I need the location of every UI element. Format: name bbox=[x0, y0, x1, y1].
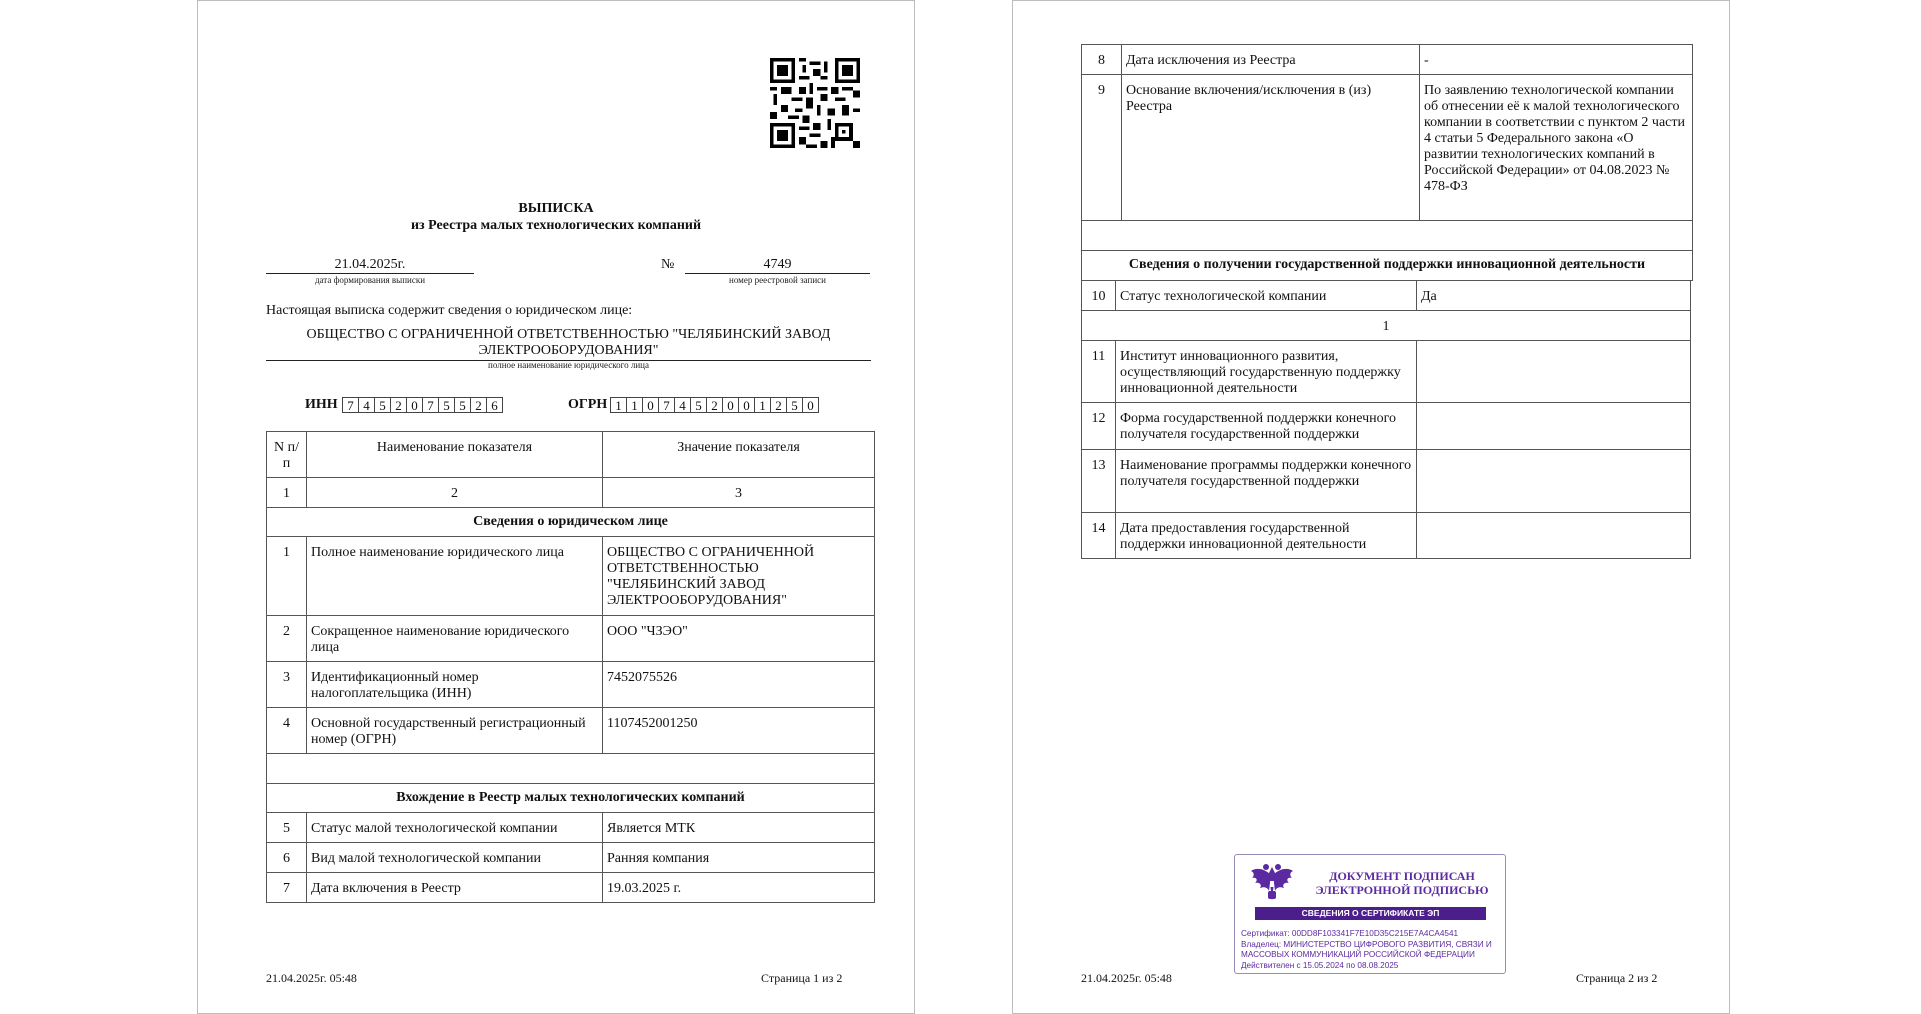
page-number: Страница 1 из 2 bbox=[761, 971, 843, 985]
row-indicator: Основание включения/исключения в (из) Реестра bbox=[1122, 75, 1420, 221]
row-indicator: Идентификационный номер налогоплательщика (ИНН) bbox=[307, 662, 603, 708]
row-value: 7452075526 bbox=[603, 662, 875, 708]
ogrn-digit: 0 bbox=[642, 397, 659, 413]
document-title: ВЫПИСКА bbox=[518, 201, 594, 216]
row-indicator: Полное наименование юридического лица bbox=[307, 537, 603, 616]
page-number: Страница 2 из 2 bbox=[1576, 971, 1658, 985]
registry-table-page-1 bbox=[266, 431, 875, 903]
row-number: 10 bbox=[1082, 281, 1116, 311]
registry-table-page-2-bottom bbox=[1081, 280, 1691, 559]
row-number: 11 bbox=[1082, 341, 1116, 403]
table-row bbox=[267, 813, 875, 843]
stamp-owner: Владелец: МИНИСТЕРСТВО ЦИФРОВОГО РАЗВИТИЯ, СВЯЗИ И МАССОВЫХ КОММУНИКАЦИЙ РОССИЙСКОЙ ФЕДЕРАЦИИ bbox=[1241, 939, 1492, 959]
row-value: 19.03.2025 г. bbox=[603, 873, 875, 903]
ogrn-digit: 5 bbox=[786, 397, 803, 413]
section-heading: Вхождение в Реестр малых технологических компаний bbox=[267, 784, 875, 813]
record-number-caption: номер реестровой записи bbox=[729, 275, 826, 285]
document-subtitle: из Реестра малых технологических компаний bbox=[410, 218, 702, 233]
row-value: 1107452001250 bbox=[603, 708, 875, 754]
footer-timestamp: 21.04.2025г. 05:48 bbox=[1081, 971, 1172, 985]
table-row bbox=[1082, 403, 1691, 450]
inn-digit: 2 bbox=[470, 397, 487, 413]
stamp-validity: Действителен с 15.05.2024 по 08.08.2025 bbox=[1241, 960, 1399, 970]
table-row bbox=[267, 616, 875, 662]
stamp-title: ДОКУМЕНТ ПОДПИСАН ЭЛЕКТРОННОЙ ПОДПИСЬЮ bbox=[1315, 869, 1489, 897]
stamp-details bbox=[1241, 929, 1503, 971]
inn-digit-boxes bbox=[343, 397, 503, 413]
row-value: Ранняя компания bbox=[603, 843, 875, 873]
table-row bbox=[1082, 45, 1693, 75]
table-row bbox=[1082, 75, 1693, 221]
row-value bbox=[1417, 341, 1691, 403]
section-heading: Сведения о получении государственной поддержки инновационной деятельности bbox=[1082, 251, 1693, 281]
row-number: 4 bbox=[267, 708, 307, 754]
number-sign: № bbox=[661, 257, 675, 272]
inn-digit: 6 bbox=[486, 397, 503, 413]
row-indicator: Основной государственный регистрационный номер (ОГРН) bbox=[307, 708, 603, 754]
inn-digit: 5 bbox=[438, 397, 455, 413]
document-page-1 bbox=[197, 0, 915, 1014]
inn-digit: 5 bbox=[374, 397, 391, 413]
ogrn-digit: 4 bbox=[674, 397, 691, 413]
row-number: 1 bbox=[267, 537, 307, 616]
eagle-emblem-icon bbox=[1249, 861, 1295, 903]
qr-code bbox=[765, 58, 865, 148]
electronic-signature-stamp bbox=[1234, 854, 1506, 974]
inn-digit: 0 bbox=[406, 397, 423, 413]
row-number: 8 bbox=[1082, 45, 1122, 75]
row-value bbox=[1417, 403, 1691, 450]
inn-digit: 2 bbox=[390, 397, 407, 413]
table-row bbox=[267, 537, 875, 616]
ogrn-digit: 1 bbox=[626, 397, 643, 413]
row-value: Да bbox=[1417, 281, 1691, 311]
inn-digit: 4 bbox=[358, 397, 375, 413]
table-row bbox=[267, 843, 875, 873]
empty-row bbox=[267, 754, 875, 784]
ogrn-digit: 2 bbox=[770, 397, 787, 413]
row-value bbox=[1417, 513, 1691, 559]
row-value: Является МТК bbox=[603, 813, 875, 843]
row-value: - bbox=[1420, 45, 1693, 75]
row-number: 13 bbox=[1082, 450, 1116, 513]
row-indicator: Статус малой технологической компании bbox=[307, 813, 603, 843]
entity-full-name: ОБЩЕСТВО С ОГРАНИЧЕННОЙ ОТВЕТСТВЕННОСТЬЮ "ЧЕЛЯБИНСКИЙ ЗАВОД ЭЛЕКТРООБОРУДОВАНИЯ" bbox=[266, 327, 871, 361]
row-indicator: Дата предоставления государственной поддержки инновационной деятельности bbox=[1116, 513, 1417, 559]
intro-text: Настоящая выписка содержит сведения о юридическом лице: bbox=[266, 303, 633, 318]
column-number: 2 bbox=[307, 478, 603, 508]
row-number: 9 bbox=[1082, 75, 1122, 221]
ogrn-digit: 2 bbox=[706, 397, 723, 413]
ogrn-digit: 1 bbox=[754, 397, 771, 413]
row-indicator: Наименование программы поддержки конечного получателя государственной поддержки bbox=[1116, 450, 1417, 513]
ogrn-digit: 7 bbox=[658, 397, 675, 413]
table-row bbox=[267, 873, 875, 903]
table-row bbox=[1082, 341, 1691, 403]
registry-table-page-2-top bbox=[1081, 44, 1693, 281]
ogrn-digit: 1 bbox=[610, 397, 627, 413]
row-indicator: Дата исключения из Реестра bbox=[1122, 45, 1420, 75]
stamp-certificate: Сертификат: 00DD8F103341F7E10D35C215E7A4CA4541 bbox=[1241, 929, 1459, 938]
table-row bbox=[1082, 450, 1691, 513]
ogrn-label: ОГРН bbox=[568, 397, 608, 412]
row-number: 6 bbox=[267, 843, 307, 873]
inn-label: ИНН bbox=[305, 397, 338, 412]
stamp-certificate-heading: СВЕДЕНИЯ О СЕРТИФИКАТЕ ЭП bbox=[1255, 907, 1486, 920]
record-number: 4749 bbox=[685, 257, 870, 274]
header-indicator: Наименование показателя bbox=[307, 432, 603, 478]
ogrn-digit: 0 bbox=[802, 397, 819, 413]
inn-digit: 7 bbox=[422, 397, 439, 413]
row-value: ОБЩЕСТВО С ОГРАНИЧЕННОЙ ОТВЕТСТВЕННОСТЬЮ "ЧЕЛЯБИНСКИЙ ЗАВОД ЭЛЕКТРООБОРУДОВАНИЯ" bbox=[603, 537, 875, 616]
section-heading: Сведения о юридическом лице bbox=[267, 508, 875, 537]
ogrn-digit-boxes bbox=[611, 397, 819, 413]
row-indicator: Вид малой технологической компании bbox=[307, 843, 603, 873]
row-number: 14 bbox=[1082, 513, 1116, 559]
group-number: 1 bbox=[1082, 311, 1691, 341]
extract-date-caption: дата формирования выписки bbox=[314, 275, 426, 285]
table-row bbox=[267, 662, 875, 708]
document-page-2 bbox=[1012, 0, 1730, 1014]
row-value bbox=[1417, 450, 1691, 513]
ogrn-digit: 0 bbox=[722, 397, 739, 413]
row-value: По заявлению технологической компании об отнесении её к малой технологического компании в соответствии с пунктом 2 части 4 статьи 5 Федерального закона «О развитии технологических компаний в Российской Федерации» от 04.08.2023 № 478-ФЗ bbox=[1420, 75, 1693, 221]
empty-row bbox=[1082, 221, 1693, 251]
inn-digit: 5 bbox=[454, 397, 471, 413]
footer-timestamp: 21.04.2025г. 05:48 bbox=[266, 971, 357, 985]
row-value: ООО "ЧЗЭО" bbox=[603, 616, 875, 662]
row-number: 7 bbox=[267, 873, 307, 903]
row-number: 3 bbox=[267, 662, 307, 708]
row-indicator: Институт инновационного развития, осуществляющий государственную поддержку инновационной деятельности bbox=[1116, 341, 1417, 403]
row-indicator: Форма государственной поддержки конечного получателя государственной поддержки bbox=[1116, 403, 1417, 450]
row-number: 5 bbox=[267, 813, 307, 843]
header-value: Значение показателя bbox=[603, 432, 875, 478]
row-number: 2 bbox=[267, 616, 307, 662]
table-row bbox=[1082, 513, 1691, 559]
table-row bbox=[1082, 281, 1691, 311]
ogrn-digit: 0 bbox=[738, 397, 755, 413]
extract-date: 21.04.2025г. bbox=[266, 257, 474, 274]
table-row bbox=[267, 708, 875, 754]
column-number: 1 bbox=[267, 478, 307, 508]
row-indicator: Сокращенное наименование юридического лица bbox=[307, 616, 603, 662]
entity-name-caption: полное наименование юридического лица bbox=[488, 360, 649, 370]
column-number: 3 bbox=[603, 478, 875, 508]
row-indicator: Дата включения в Реестр bbox=[307, 873, 603, 903]
header-number: N п/п bbox=[267, 432, 307, 478]
row-number: 12 bbox=[1082, 403, 1116, 450]
inn-digit: 7 bbox=[342, 397, 359, 413]
row-indicator: Статус технологической компании bbox=[1116, 281, 1417, 311]
ogrn-digit: 5 bbox=[690, 397, 707, 413]
